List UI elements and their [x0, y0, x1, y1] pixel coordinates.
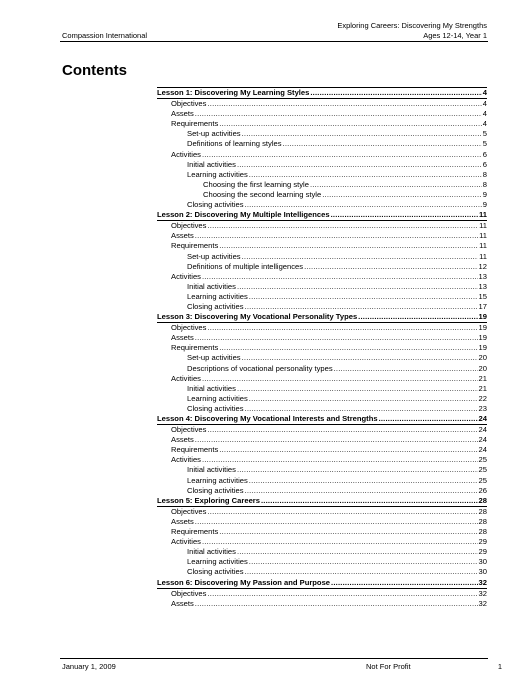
toc-entry[interactable]	[157, 394, 487, 404]
footer-notice: Not For Profit	[366, 662, 411, 671]
toc-dot-leader	[202, 150, 482, 160]
toc-entry-page-number: 21	[478, 373, 487, 383]
toc-entry-label: Activities	[171, 373, 201, 383]
toc-entry-label: Requirements	[171, 119, 219, 129]
toc-dot-leader	[195, 517, 478, 527]
toc-entry[interactable]	[157, 292, 487, 302]
toc-entry-page-number: 32	[478, 598, 487, 608]
toc-entry-page-number: 24	[478, 445, 487, 455]
toc-entry-label: Learning activities	[187, 169, 248, 179]
toc-entry-label: Set-up activities	[187, 353, 241, 363]
toc-dot-leader	[202, 537, 478, 547]
toc-entry-label: Assets	[171, 598, 194, 608]
toc-entry-label: Closing activities	[187, 567, 244, 577]
footer-divider	[60, 658, 488, 659]
toc-entry-label: Learning activities	[187, 291, 248, 301]
toc-entry-page-number: 9	[482, 200, 487, 210]
toc-dot-leader	[207, 221, 478, 231]
toc-entry-page-number: 13	[478, 281, 487, 291]
toc-entry-label: Learning activities	[187, 557, 248, 567]
toc-entry-label: Choosing the first learning style	[203, 179, 309, 189]
footer-date: January 1, 2009	[62, 662, 116, 671]
toc-dot-leader	[331, 578, 478, 588]
toc-entry[interactable]	[157, 589, 487, 599]
toc-entry[interactable]	[157, 109, 487, 119]
toc-entry-page-number: 29	[478, 547, 487, 557]
toc-entry[interactable]	[157, 567, 487, 577]
toc-entry[interactable]	[157, 476, 487, 486]
toc-entry[interactable]	[157, 455, 487, 465]
toc-lesson-entry[interactable]	[157, 312, 487, 323]
toc-entry-page-number: 32	[478, 577, 487, 587]
toc-dot-leader	[331, 210, 478, 220]
document-title	[337, 21, 487, 40]
toc-entry-page-number: 19	[478, 343, 487, 353]
toc-entry-page-number: 28	[478, 527, 487, 537]
toc-dot-leader	[245, 567, 478, 577]
toc-entry[interactable]	[157, 302, 487, 312]
toc-dot-leader	[195, 435, 478, 445]
toc-dot-leader	[207, 589, 477, 599]
toc-dot-leader	[237, 384, 478, 394]
toc-entry[interactable]	[157, 425, 487, 435]
toc-entry-page-number: 13	[478, 271, 487, 281]
toc-entry[interactable]	[157, 323, 487, 333]
toc-entry-page-number: 11	[479, 231, 487, 241]
toc-entry-label: Objectives	[171, 323, 207, 333]
toc-entry-page-number: 19	[478, 312, 487, 322]
toc-entry-label: Lesson 2: Discovering My Multiple Intelligences	[157, 210, 330, 220]
toc-entry-page-number: 6	[482, 159, 487, 169]
toc-dot-leader	[242, 252, 479, 262]
toc-entry-page-number: 19	[478, 323, 487, 333]
toc-entry-page-number: 11	[479, 251, 487, 261]
toc-entry-label: Lesson 4: Discovering My Vocational Interests and Strengths	[157, 414, 378, 423]
toc-entry[interactable]	[157, 445, 487, 455]
toc-entry[interactable]	[157, 353, 487, 363]
toc-entry-label: Closing activities	[187, 200, 244, 210]
toc-dot-leader	[249, 394, 478, 404]
toc-entry-page-number: 25	[478, 475, 487, 485]
toc-dot-leader	[207, 425, 477, 435]
toc-entry-label: Activities	[171, 149, 201, 159]
toc-dot-leader	[249, 476, 478, 486]
toc-entry-page-number: 11	[479, 241, 487, 251]
toc-entry[interactable]	[157, 537, 487, 547]
toc-entry[interactable]	[157, 507, 487, 517]
toc-entry-label: Activities	[171, 455, 201, 465]
toc-entry[interactable]	[157, 262, 487, 272]
toc-entry[interactable]	[157, 231, 487, 241]
toc-entry-label: Initial activities	[187, 465, 236, 475]
toc-entry[interactable]	[157, 343, 487, 353]
toc-entry-label: Requirements	[171, 527, 219, 537]
toc-entry-label: Requirements	[171, 241, 219, 251]
toc-entry-page-number: 25	[478, 455, 487, 465]
toc-entry[interactable]	[157, 282, 487, 292]
toc-entry-page-number: 24	[478, 435, 487, 445]
toc-entry-page-number: 25	[478, 465, 487, 475]
toc-entry-page-number: 21	[478, 383, 487, 393]
toc-entry-page-number: 11	[478, 210, 487, 220]
toc-entry-label: Initial activities	[187, 281, 236, 291]
toc-entry-page-number: 4	[482, 119, 487, 129]
toc-entry-label: Assets	[171, 333, 194, 343]
toc-lesson-entry[interactable]	[157, 87, 487, 99]
toc-dot-leader	[219, 343, 477, 353]
toc-entry[interactable]	[157, 129, 487, 139]
toc-entry[interactable]	[157, 272, 487, 282]
toc-dot-leader	[219, 527, 477, 537]
toc-entry[interactable]	[157, 252, 487, 262]
toc-entry-label: Objectives	[171, 221, 207, 231]
toc-dot-leader	[334, 364, 478, 374]
toc-dot-leader	[219, 241, 478, 251]
toc-entry[interactable]	[157, 160, 487, 170]
toc-entry-page-number: 30	[478, 557, 487, 567]
toc-dot-leader	[202, 455, 478, 465]
toc-entry-page-number: 8	[482, 179, 487, 189]
toc-lesson-entry[interactable]	[157, 414, 487, 425]
toc-entry-label: Closing activities	[187, 301, 244, 311]
toc-entry[interactable]	[157, 139, 487, 149]
toc-dot-leader	[245, 404, 478, 414]
toc-entry-page-number: 30	[478, 567, 487, 577]
toc-dot-leader	[310, 180, 482, 190]
toc-entry-label: Lesson 1: Discovering My Learning Styles	[157, 88, 310, 97]
toc-entry[interactable]	[157, 557, 487, 567]
toc-entry[interactable]	[157, 486, 487, 496]
toc-dot-leader	[245, 486, 478, 496]
toc-entry[interactable]	[157, 435, 487, 445]
toc-entry-label: Requirements	[171, 445, 219, 455]
toc-entry-label: Activities	[171, 271, 201, 281]
toc-entry-label: Lesson 5: Exploring Careers	[157, 495, 260, 505]
toc-dot-leader	[219, 445, 477, 455]
document-title-line1: Exploring Careers: Discovering My Strengths	[337, 21, 487, 30]
toc-entry-page-number: 26	[478, 485, 487, 495]
toc-entry-page-number: 4	[482, 109, 487, 119]
toc-dot-leader	[245, 302, 478, 312]
toc-entry-label: Objectives	[171, 425, 207, 435]
toc-dot-leader	[283, 139, 482, 149]
toc-entry-label: Assets	[171, 109, 194, 119]
table-of-contents	[157, 87, 487, 609]
toc-entry-label: Initial activities	[187, 547, 236, 557]
toc-entry[interactable]	[157, 333, 487, 343]
toc-entry-label: Lesson 3: Discovering My Vocational Personality Types	[157, 312, 358, 322]
toc-dot-leader	[207, 323, 477, 333]
toc-entry-page-number: 28	[478, 506, 487, 516]
toc-dot-leader	[304, 262, 477, 272]
toc-entry-page-number: 12	[478, 261, 487, 271]
toc-entry-page-number: 24	[478, 425, 487, 435]
toc-entry-label: Learning activities	[187, 393, 248, 403]
toc-entry-page-number: 20	[478, 363, 487, 373]
toc-dot-leader	[195, 599, 478, 609]
toc-entry-page-number: 4	[482, 99, 487, 109]
toc-entry-label: Lesson 6: Discovering My Passion and Purpose	[157, 577, 331, 587]
toc-entry[interactable]	[157, 180, 487, 190]
toc-entry[interactable]	[157, 364, 487, 374]
toc-dot-leader	[219, 119, 481, 129]
organization-name: Compassion International	[62, 31, 148, 40]
toc-dot-leader	[195, 109, 482, 119]
toc-dot-leader	[379, 414, 478, 424]
toc-dot-leader	[322, 190, 482, 200]
toc-dot-leader	[249, 170, 482, 180]
toc-entry-label: Descriptions of vocational personality types	[187, 363, 333, 373]
toc-dot-leader	[310, 88, 481, 98]
document-title-line2: Ages 12-14, Year 1	[423, 30, 487, 40]
toc-entry-label: Objectives	[171, 588, 207, 598]
toc-entry-label: Activities	[171, 537, 201, 547]
toc-dot-leader	[261, 496, 478, 506]
toc-entry[interactable]	[157, 170, 487, 180]
toc-entry[interactable]	[157, 200, 487, 210]
contents-heading: Contents	[62, 62, 127, 79]
toc-entry-label: Set-up activities	[187, 129, 241, 139]
toc-entry[interactable]	[157, 119, 487, 129]
toc-dot-leader	[202, 272, 478, 282]
toc-entry-label: Requirements	[171, 343, 219, 353]
toc-entry[interactable]	[157, 150, 487, 160]
toc-entry[interactable]	[157, 599, 487, 609]
toc-entry-label: Definitions of learning styles	[187, 139, 282, 149]
toc-entry[interactable]	[157, 190, 487, 200]
toc-entry-label: Closing activities	[187, 485, 244, 495]
toc-entry-page-number: 28	[478, 516, 487, 526]
toc-entry-page-number: 9	[482, 189, 487, 199]
toc-entry-label: Assets	[171, 231, 194, 241]
toc-entry-page-number: 29	[478, 537, 487, 547]
toc-entry-page-number: 32	[478, 588, 487, 598]
toc-dot-leader	[207, 507, 477, 517]
toc-dot-leader	[245, 200, 482, 210]
toc-entry[interactable]	[157, 517, 487, 527]
toc-entry-label: Definitions of multiple intelligences	[187, 261, 304, 271]
toc-dot-leader	[207, 99, 481, 109]
toc-entry[interactable]	[157, 384, 487, 394]
header-divider	[60, 41, 488, 42]
toc-entry-label: Initial activities	[187, 159, 236, 169]
toc-entry[interactable]	[157, 527, 487, 537]
toc-entry-page-number: 22	[478, 393, 487, 403]
toc-entry[interactable]	[157, 547, 487, 557]
toc-dot-leader	[237, 547, 478, 557]
toc-entry-page-number: 24	[478, 414, 487, 423]
toc-dot-leader	[195, 231, 478, 241]
toc-entry-label: Set-up activities	[187, 251, 241, 261]
toc-entry-label: Objectives	[171, 99, 207, 109]
toc-entry-page-number: 15	[478, 291, 487, 301]
toc-dot-leader	[195, 333, 478, 343]
toc-entry[interactable]	[157, 241, 487, 251]
toc-entry-page-number: 17	[478, 301, 487, 311]
toc-entry-label: Assets	[171, 516, 194, 526]
toc-entry-label: Choosing the second learning style	[203, 189, 322, 199]
toc-entry[interactable]	[157, 465, 487, 475]
toc-entry-page-number: 11	[479, 221, 487, 231]
toc-entry-page-number: 6	[482, 149, 487, 159]
toc-entry-label: Learning activities	[187, 475, 248, 485]
toc-dot-leader	[237, 160, 482, 170]
toc-entry[interactable]	[157, 404, 487, 414]
toc-entry-page-number: 23	[478, 403, 487, 413]
toc-entry-page-number: 28	[478, 495, 487, 505]
toc-entry-page-number: 8	[482, 169, 487, 179]
toc-entry[interactable]	[157, 99, 487, 109]
toc-entry-label: Initial activities	[187, 383, 236, 393]
footer-page-number: 1	[497, 662, 502, 671]
toc-entry-page-number: 20	[478, 353, 487, 363]
toc-lesson-entry[interactable]	[157, 496, 487, 507]
toc-dot-leader	[249, 292, 478, 302]
toc-entry-page-number: 19	[478, 333, 487, 343]
toc-entry-label: Objectives	[171, 506, 207, 516]
toc-entry[interactable]	[157, 221, 487, 231]
toc-entry-label: Closing activities	[187, 403, 244, 413]
toc-entry-label: Assets	[171, 435, 194, 445]
toc-dot-leader	[358, 312, 477, 322]
toc-lesson-entry[interactable]	[157, 210, 487, 221]
toc-dot-leader	[242, 129, 482, 139]
toc-dot-leader	[242, 353, 478, 363]
toc-lesson-entry[interactable]	[157, 578, 487, 589]
toc-dot-leader	[249, 557, 478, 567]
toc-dot-leader	[202, 374, 478, 384]
toc-entry-page-number: 5	[482, 129, 487, 139]
toc-dot-leader	[237, 282, 478, 292]
toc-dot-leader	[237, 465, 478, 475]
toc-entry[interactable]	[157, 374, 487, 384]
toc-entry-page-number: 4	[482, 88, 487, 97]
toc-entry-page-number: 5	[482, 139, 487, 149]
